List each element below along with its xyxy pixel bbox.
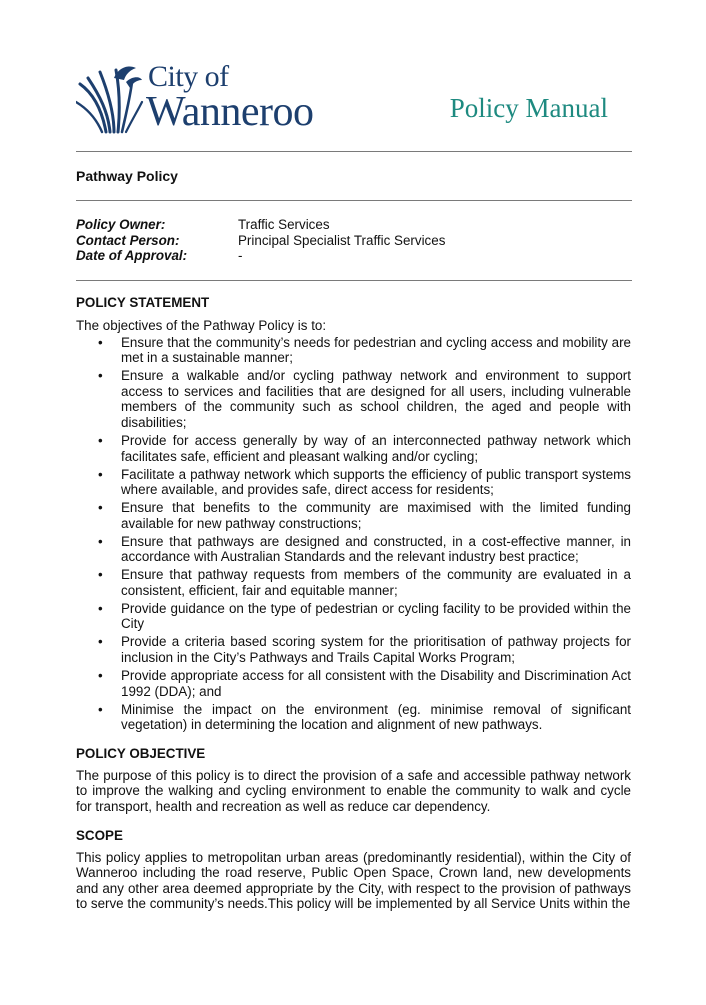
list-item [76,567,631,598]
list-item-text: Provide a criteria based scoring system for the prioritisation of pathway projects for inclusion in the City’s Pathways and Trails Capital Works Program; [121,634,631,665]
meta-key: Contact Person: [76,232,180,248]
title-divider [76,200,632,201]
bullet-icon: • [98,368,103,384]
meta-key: Date of Approval: [76,248,188,264]
bullet-icon: • [98,600,103,616]
list-item [76,500,631,531]
bullet-icon: • [98,701,103,717]
bullet-icon: • [98,667,103,683]
list-item [76,433,631,464]
list-item-text: Ensure that pathways are designed and constructed, in a cost-effective manner, in accordance with Australian Standards and the relevant industry best practice; [121,533,631,565]
meta-key: Policy Owner: [76,217,166,232]
logo-city-of-text: City of [148,60,229,93]
section-heading-scope: SCOPE [76,827,123,843]
bullet-icon: • [98,500,103,516]
objectives-list [76,335,631,733]
bullet-icon: • [98,533,103,549]
city-of-wanneroo-logo [76,62,326,134]
list-item [76,668,631,699]
policy-metadata [76,217,445,264]
meta-value: Principal Specialist Traffic Services [238,232,446,248]
list-item [76,335,631,366]
grass-tree-emblem-icon [76,62,144,134]
list-item-text: Provide guidance on the type of pedestrian or cycling facility to be provided within the City [121,600,631,632]
meta-value: - [238,248,243,264]
scope-text: This policy applies to metropolitan urban areas (predominantly residential), within the City of Wanneroo including the road reserve, Public Open Space, Crown land, new developments and any other area deemed appropriate by the City, with respect to the provision of pathways to serve the community’s needs.This policy will be implemented by all Service Units within the [76,849,631,912]
list-item [76,368,631,430]
meta-divider [76,280,632,281]
section-heading-policy-statement: POLICY STATEMENT [76,295,210,310]
bullet-icon: • [98,432,103,448]
list-item [76,601,631,632]
meta-value: Traffic Services [238,217,330,232]
list-item [76,702,631,733]
list-item-text: Ensure that benefits to the community are maximised with the limited funding available for new pathway constructions; [121,500,631,531]
meta-row-policy-owner [76,217,445,233]
header-divider [76,151,632,152]
logo-wanneroo-text: Wanneroo [146,89,314,135]
meta-row-date-of-approval [76,248,445,264]
policy-body [76,295,631,912]
policy-manual-title: Policy Manual [449,93,608,123]
list-item-text: Facilitate a pathway network which supports the efficiency of public transport systems where available, and provides safe, direct access for residents; [121,466,631,498]
list-item [76,634,631,665]
list-item-text: Minimise the impact on the environment (eg. minimise removal of significant vegetation) in determining the location and alignment of new pathways. [121,701,631,733]
policy-objective-text: The purpose of this policy is to direct the provision of a safe and accessible pathway network to improve the walking and cycling environment to enable the community to walk and cycle for transport, health and recreation as well as reduce car dependency. [76,767,631,814]
bullet-icon: • [98,567,103,583]
bullet-icon: • [98,634,103,650]
list-item [76,467,631,498]
section-heading-policy-objective: POLICY OBJECTIVE [76,745,206,761]
list-item-text: Provide appropriate access for all consistent with the Disability and Discrimination Act 1992 (DDA); and [121,667,631,699]
policy-statement-intro: The objectives of the Pathway Policy is to: [76,318,327,333]
list-item [76,534,631,565]
meta-row-contact-person [76,233,445,249]
list-item-text: Ensure a walkable and/or cycling pathway network and environment to support access to services and facilities that are designed for all users, including vulnerable members of the community such as school children, the aged and people with disabilities; [121,368,631,430]
list-item-text: Ensure that the community’s needs for pedestrian and cycling access and mobility are met in a sustainable manner; [121,334,631,366]
bullet-icon: • [98,466,103,482]
bullet-icon: • [98,334,103,350]
document-title: Pathway Policy [76,168,178,184]
list-item-text: Ensure that pathway requests from members of the community are evaluated in a consistent, efficient, fair and equitable manner; [121,567,631,598]
list-item-text: Provide for access generally by way of an interconnected pathway network which facilitates safe, efficient and pleasant walking and/or cycling; [121,432,631,464]
